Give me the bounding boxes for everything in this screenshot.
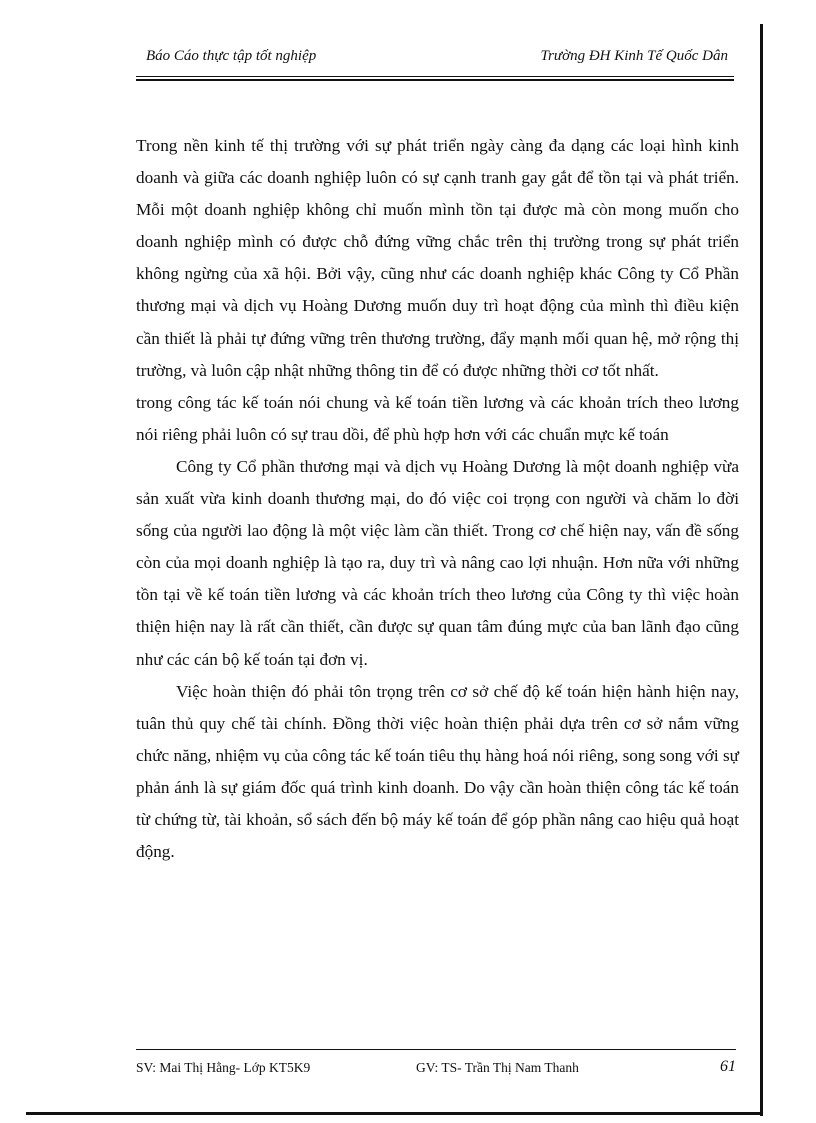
body-text (136, 130, 739, 868)
header-divider-thick (136, 79, 734, 81)
paragraph-1: Trong nền kinh tế thị trường với sự phát triển ngày càng đa dạng các loại hình kinh doanh và giữa các doanh nghiệp luôn có sự cạnh tranh gay gắt để tồn tại và phát triển. Mỗi một doanh nghiệp không chỉ muốn mình tồn tại được mà còn mong muốn cho doanh nghiệp mình có được chỗ đứng vững chắc trên thị trường trong sự phát triển không ngừng của xã hội. Bởi vậy, cũng như các doanh nghiệp khác Công ty Cổ Phần thương mại và dịch vụ Hoàng Dương muốn duy trì hoạt động của mình thì điều kiện cần thiết là phải tự đứng vững trên thương trường, đẩy mạnh mối quan hệ, mở rộng thị trường, và luôn cập nhật những thông tin để có được những thời cơ tốt nhất. (136, 136, 739, 380)
paragraph-2: trong công tác kế toán nói chung và kế toán tiền lương và các khoản trích theo lương nói riêng phải luôn có sự trau dồi, để phù hợp hơn với các chuẩn mực kế toán (136, 392, 739, 444)
paragraph-3: Công ty Cổ phần thương mại và dịch vụ Hoàng Dương là một doanh nghiệp vừa sản xuất vừa kinh doanh thương mại, do đó việc coi trọng con người và chăm lo đời sống của người lao động là một việc làm cần thiết. Trong cơ chế hiện nay, vấn đề sống còn của mọi doanh nghiệp là tạo ra, duy trì và nâng cao lợi nhuận. Hơn nữa với những tồn tại về kế toán tiền lương và các khoản trích theo lương của Công ty thì việc hoàn thiện hiện nay là rất cần thiết, cần được sự quan tâm đúng mực của ban lãnh đạo cũng như các cán bộ kế toán tại đơn vị. (136, 456, 739, 669)
page-footer (136, 1058, 736, 1082)
footer-teacher: GV: TS- Trần Thị Nam Thanh (416, 1060, 579, 1075)
page-number: 61 (720, 1058, 736, 1075)
header-divider (136, 76, 734, 77)
paragraph-4: Việc hoàn thiện đó phải tôn trọng trên cơ sở chế độ kế toán hiện hành hiện nay, tuân thủ quy chế tài chính. Đồng thời việc hoàn thiện phải dựa trên cơ sở nắm vững chức năng, nhiệm vụ của công tác kế toán tiêu thụ hàng hoá nói riêng, song song với sự phản ánh là sự giám đốc quá trình kinh doanh. Do vậy cần hoàn thiện công tác kế toán từ chứng từ, tài khoản, sổ sách đến bộ máy kế toán để góp phần nâng cao hiệu quả hoạt động. (136, 681, 739, 862)
footer-divider (136, 1049, 736, 1050)
header-report-title: Báo Cáo thực tập tốt nghiệp (146, 48, 317, 64)
page-border-right (760, 24, 763, 1116)
page-border-bottom (26, 1112, 763, 1115)
footer-student: SV: Mai Thị Hằng- Lớp KT5K9 (136, 1060, 311, 1075)
header-university-name: Trường ĐH Kinh Tế Quốc Dân (540, 48, 728, 64)
page-header (138, 48, 730, 72)
